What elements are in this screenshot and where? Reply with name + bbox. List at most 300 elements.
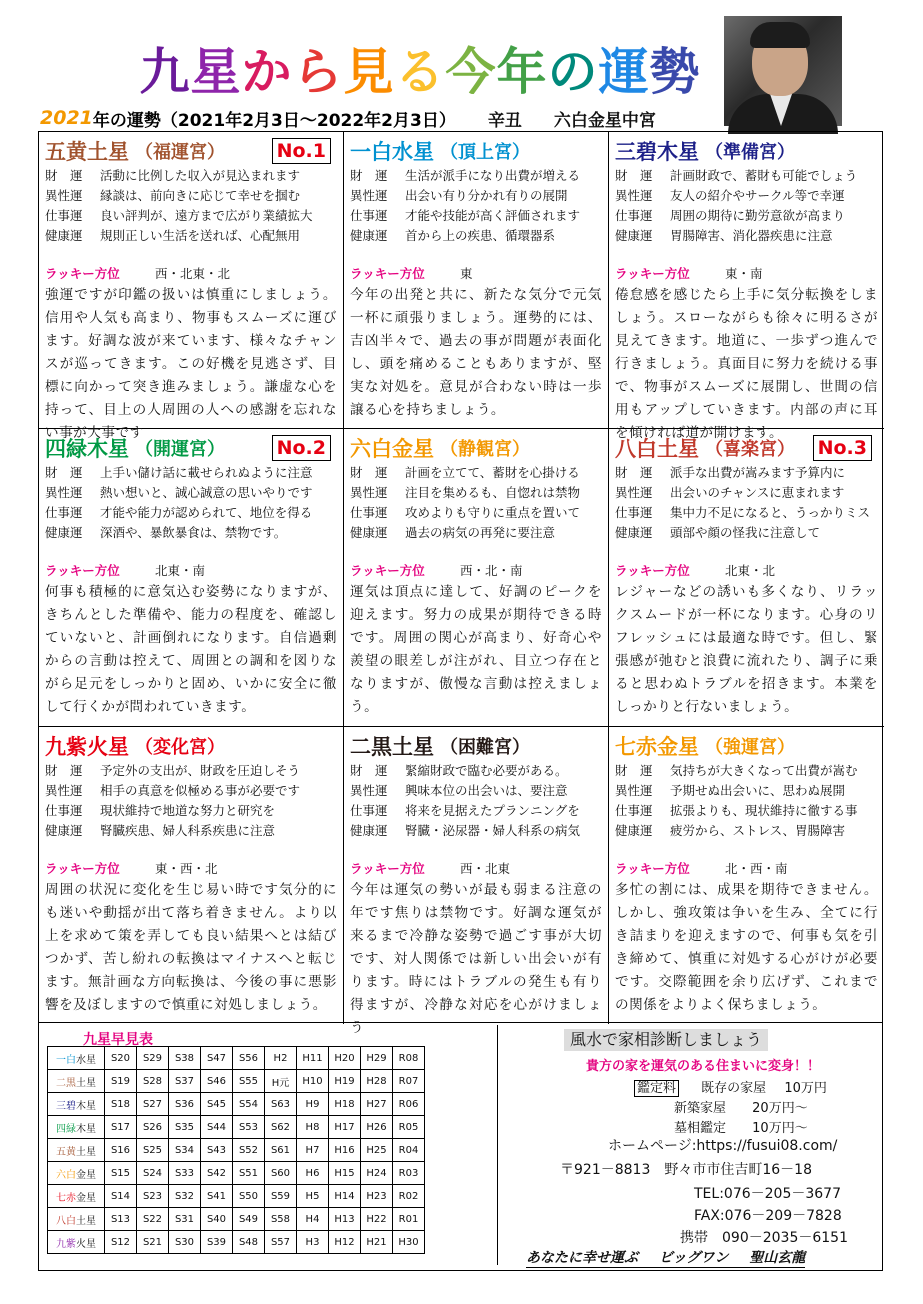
chart-star-suffix: 火星 <box>76 1238 96 1250</box>
chart-cell: S59 <box>265 1185 297 1208</box>
fortune-health <box>615 821 878 841</box>
chart-cell: H26 <box>361 1116 393 1139</box>
chart-cell: H28 <box>361 1070 393 1093</box>
chart-star-name <box>48 1208 105 1231</box>
fortune-text: 予定外の支出が、財政を圧迫しそう <box>100 763 301 778</box>
chart-cell: S31 <box>169 1208 201 1231</box>
fortune-text: 注目を集めるも、自惚れは禁物 <box>405 485 581 500</box>
title-char: か <box>241 42 293 101</box>
chart-cell: S37 <box>169 1070 201 1093</box>
lucky-label: ラッキー方位 <box>45 861 120 876</box>
fortune-label: 仕事運 <box>45 505 83 520</box>
fortune-text: 生活が派手になり出費が増える <box>405 168 581 183</box>
fee3-price: 10万円～ <box>752 1121 808 1136</box>
chart-cell: S57 <box>265 1231 297 1254</box>
chart-cell: S44 <box>201 1116 233 1139</box>
fortune-text: 活動に比例した収入が見込まれます <box>100 168 301 183</box>
subtitle-zodiac: 辛丑 <box>487 110 522 131</box>
star-description: 強運ですが印鑑の扱いは慎重にしましょう。信用や人気も高まり、物事もスムーズに運びます。好調な波が来ています、様々なチャンスが巡ってきます。この好機を見逃さず、目標に向かって突き進みましょう。謙虚な心を持って、目上の人周囲の人への感謝を忘れない事が大事です <box>45 287 337 441</box>
chart-star-name <box>48 1162 105 1185</box>
chart-star-prefix: 一白 <box>56 1054 76 1066</box>
chart-star-suffix: 木星 <box>76 1123 96 1135</box>
chart-cell: S42 <box>201 1162 233 1185</box>
star-header <box>350 136 602 166</box>
star-header <box>615 731 878 761</box>
lucky-label: ラッキー方位 <box>350 563 425 578</box>
fortune-text: 攻めよりも守りに重点を置いて <box>405 505 581 520</box>
fortune-text: 才能や技能が高く評価されます <box>405 208 581 223</box>
star-description: 倦怠感を感じたら上手に気分転換をしましょう。スローながらも徐々に明るさが見えてきます。地道に、一歩ずつ進んで行きましょう。真面目に努力を続ける事で、物事がスムーズに展開し、世間の信用もアップしていきます。内部の声に耳を傾ければ道が開けます。 <box>615 287 878 441</box>
chart-star-prefix: 九紫 <box>56 1238 76 1250</box>
fortune-work <box>615 503 878 523</box>
chart-cell: H29 <box>361 1047 393 1070</box>
fortune-grid <box>38 131 883 1036</box>
lucky-direction <box>350 264 602 284</box>
star-description: レジャーなどの誘いも多くなり、リラックスムードが一杯になります。心身のリフレッシュには最適な時です。但し、緊張感が弛むと浪費に流れたり、調子に乗ると思わぬトラブルを招きます。本業をしっかりと行ないましょう。 <box>615 584 878 715</box>
fengshui-slogan: 貴方の家を運気のある住まいに変身！！ <box>586 1059 821 1074</box>
fee-label: 鑑定料 <box>634 1080 679 1097</box>
subtitle <box>40 106 880 130</box>
bottom-section <box>38 1023 883 1271</box>
fortune-wealth <box>615 463 878 483</box>
rank-badge: No.1 <box>272 138 331 164</box>
chart-star-prefix: 七赤 <box>56 1192 76 1204</box>
fortune-work <box>45 503 337 523</box>
chart-cell: S48 <box>233 1231 265 1254</box>
chart-cell: H7 <box>297 1139 329 1162</box>
chart-star-prefix: 三碧 <box>56 1100 76 1112</box>
fee-row-grave <box>674 1117 808 1136</box>
fortune-label: 異性運 <box>350 783 388 798</box>
star-header <box>45 433 337 463</box>
fortune-wealth <box>45 761 337 781</box>
chart-cell: S25 <box>137 1139 169 1162</box>
chart-cell: S21 <box>137 1231 169 1254</box>
chart-cell: R04 <box>393 1139 425 1162</box>
chart-cell: S58 <box>265 1208 297 1231</box>
fortune-label: 健康運 <box>350 228 388 243</box>
fortune-love <box>45 781 337 801</box>
fortune-label: 仕事運 <box>350 208 388 223</box>
chart-cell: S62 <box>265 1116 297 1139</box>
fortune-work <box>45 801 337 821</box>
star-palace: （頂上宮） <box>440 142 530 163</box>
fortune-label: 財 運 <box>45 465 83 480</box>
fortune-health <box>350 821 602 841</box>
chart-cell: R05 <box>393 1116 425 1139</box>
chart-cell: S47 <box>201 1047 233 1070</box>
star-header <box>350 731 602 761</box>
phone: TEL:076－205－3677 <box>694 1186 841 1202</box>
chart-cell: H19 <box>329 1070 361 1093</box>
chart-row <box>48 1231 425 1254</box>
chart-title: 九星早見表 <box>83 1032 153 1048</box>
title-char: ら <box>292 42 344 101</box>
fortune-text: 周囲の期待に勤労意欲が高まり <box>670 208 846 223</box>
fortune-label: 仕事運 <box>350 803 388 818</box>
fortune-label: 財 運 <box>45 763 83 778</box>
lucky-label: ラッキー方位 <box>45 266 120 281</box>
star-name: 四緑木星 <box>45 437 129 461</box>
star-header <box>45 731 337 761</box>
chart-row <box>48 1139 425 1162</box>
chart-cell: S46 <box>201 1070 233 1093</box>
fortune-health <box>45 821 337 841</box>
chart-cell: S33 <box>169 1162 201 1185</box>
fortune-health <box>350 226 602 246</box>
fortune-label: 健康運 <box>45 823 83 838</box>
fortune-health <box>45 226 337 246</box>
fortune-love <box>615 781 878 801</box>
rank-badge: No.2 <box>272 435 331 461</box>
chart-cell: S36 <box>169 1093 201 1116</box>
star-cell <box>39 727 344 1024</box>
fortune-label: 異性運 <box>615 783 653 798</box>
fortune-label: 財 運 <box>615 763 653 778</box>
chart-cell: H23 <box>361 1185 393 1208</box>
chart-cell: S49 <box>233 1208 265 1231</box>
lucky-value: 西・北・南 <box>460 563 523 578</box>
star-name: 二黒土星 <box>350 735 434 759</box>
fortune-text: 友人の紹介やサークル等で幸運 <box>670 188 845 203</box>
chart-cell: S12 <box>105 1231 137 1254</box>
chart-star-suffix: 水星 <box>76 1054 96 1066</box>
fortune-text: 緊縮財政で臨む必要がある。 <box>405 763 568 778</box>
fortune-text: 計画を立てて、蓄財を心掛ける <box>405 465 580 480</box>
fortune-label: 健康運 <box>615 228 653 243</box>
chart-star-prefix: 六白 <box>56 1169 76 1181</box>
star-description: 多忙の割には、成果を期待できません。しかし、強攻策は争いを生み、全てに行き詰まりを迎えますので、何事も気を引き締めて、慎重に対処する心がけが必要です。交際範囲を余り広げず、これまでの関係をよりよく保ちましょう。 <box>615 882 878 1013</box>
fortune-label: 異性運 <box>45 485 83 500</box>
fortune-text: 出会いのチャンスに恵まれます <box>670 485 845 500</box>
chart-cell: H15 <box>329 1162 361 1185</box>
rank-badge: No.3 <box>813 435 872 461</box>
fortune-love <box>615 186 878 206</box>
chart-cell: S50 <box>233 1185 265 1208</box>
chart-cell: H22 <box>361 1208 393 1231</box>
chart-star-name <box>48 1070 105 1093</box>
chart-cell: S18 <box>105 1093 137 1116</box>
lucky-value: 東 <box>460 266 473 281</box>
chart-cell: H4 <box>297 1208 329 1231</box>
lucky-value: 北東・南 <box>155 563 206 578</box>
address: 〒921－8813 野々市市住吉町16－18 <box>560 1162 812 1178</box>
title-char: 九 <box>139 42 191 101</box>
chart-cell: S43 <box>201 1139 233 1162</box>
chart-cell: H16 <box>329 1139 361 1162</box>
lucky-value: 東・南 <box>725 266 763 281</box>
fortune-label: 異性運 <box>45 188 83 203</box>
lucky-value: 西・北東 <box>460 861 511 876</box>
star-cell <box>609 132 884 441</box>
chart-cell: S17 <box>105 1116 137 1139</box>
lucky-label: ラッキー方位 <box>350 861 425 876</box>
chart-cell: S34 <box>169 1139 201 1162</box>
chart-cell: H2 <box>265 1047 297 1070</box>
chart-star-suffix: 土星 <box>76 1077 96 1089</box>
chart-cell: H24 <box>361 1162 393 1185</box>
lucky-direction <box>350 561 602 581</box>
chart-cell: S27 <box>137 1093 169 1116</box>
title-char: 今 <box>445 42 497 101</box>
chart-cell: H12 <box>329 1231 361 1254</box>
chart-cell: S53 <box>233 1116 265 1139</box>
fortune-text: 現状維持で地道な努力と研究を <box>100 803 276 818</box>
lucky-label: ラッキー方位 <box>615 563 690 578</box>
star-name: 六白金星 <box>350 437 434 461</box>
lucky-direction <box>615 561 878 581</box>
fortune-work <box>350 503 602 523</box>
fortune-love <box>45 483 337 503</box>
fortune-wealth <box>45 166 337 186</box>
star-palace: （強運宮） <box>705 737 795 758</box>
chart-cell: S61 <box>265 1139 297 1162</box>
fortune-wealth <box>615 166 878 186</box>
mobile-phone: 携帯 090－2035－6151 <box>680 1230 848 1246</box>
chart-cell: R02 <box>393 1185 425 1208</box>
fortune-label: 仕事運 <box>45 208 83 223</box>
chart-cell: H27 <box>361 1093 393 1116</box>
chart-cell: S23 <box>137 1185 169 1208</box>
fortune-love <box>45 186 337 206</box>
chart-cell: S51 <box>233 1162 265 1185</box>
star-palace: （困難宮） <box>440 737 530 758</box>
chart-cell: H13 <box>329 1208 361 1231</box>
star-description: 周囲の状況に変化を生じ易い時です気分的にも迷いや動揺が出て落ち着きません。より以上を求めて策を弄しても良い結果へとは結びつかず、苦し紛れの転換はマイナスへと転じます。無計画な方向転換は、今後の事に悪影響を及ぼしますので慎重に対処しましょう。 <box>45 882 337 1013</box>
star-palace: （静観宮） <box>440 439 530 460</box>
chart-cell: S30 <box>169 1231 201 1254</box>
fax: FAX:076－209－7828 <box>694 1208 842 1224</box>
fortune-label: 財 運 <box>615 465 653 480</box>
chart-star-name <box>48 1185 105 1208</box>
fortune-label: 異性運 <box>615 485 653 500</box>
chart-star-name <box>48 1231 105 1254</box>
chart-cell: S28 <box>137 1070 169 1093</box>
company-name: ビッグワン <box>658 1250 729 1266</box>
fortune-label: 仕事運 <box>615 208 653 223</box>
fortune-text: 出会い有り分かれ有りの展開 <box>405 188 568 203</box>
chart-star-name <box>48 1047 105 1070</box>
chart-cell: S38 <box>169 1047 201 1070</box>
chart-star-name <box>48 1116 105 1139</box>
fortune-label: 健康運 <box>45 228 83 243</box>
fortune-text: 予期せぬ出会いに、思わぬ展開 <box>670 783 846 798</box>
chart-cell: S16 <box>105 1139 137 1162</box>
chart-cell: H14 <box>329 1185 361 1208</box>
star-cell <box>344 429 609 727</box>
chart-cell: R01 <box>393 1208 425 1231</box>
fortune-label: 健康運 <box>350 823 388 838</box>
title-char: 勢 <box>649 42 701 101</box>
fortune-label: 仕事運 <box>45 803 83 818</box>
chart-cell: S29 <box>137 1047 169 1070</box>
chart-star-suffix: 木星 <box>76 1100 96 1112</box>
star-palace: （福運宮） <box>135 142 225 163</box>
star-palace: （開運宮） <box>135 439 225 460</box>
chart-star-suffix: 土星 <box>76 1215 96 1227</box>
fortune-wealth <box>350 166 602 186</box>
fortune-text: 派手な出費が嵩みます予算内に <box>670 465 846 480</box>
star-name: 九紫火星 <box>45 735 129 759</box>
chart-star-suffix: 金星 <box>76 1169 96 1181</box>
fortune-label: 仕事運 <box>615 505 653 520</box>
chart-cell: S54 <box>233 1093 265 1116</box>
star-description: 何事も積極的に意気込む姿勢になりますが、きちんとした準備や、能力の程度を、確認していないと、計画倒れになります。自信過剰からの言動は控えて、周囲との調和を図りながら足元をしっかりと固め、いかに安全に徹して行くかが問われていきます。 <box>45 584 337 715</box>
fortune-text: 縁談は、前向きに応じて幸せを掴む <box>100 188 301 203</box>
chart-cell: S60 <box>265 1162 297 1185</box>
fortune-label: 異性運 <box>350 188 388 203</box>
star-name: 一白水星 <box>350 140 434 164</box>
title-char: 見 <box>343 42 395 101</box>
lucky-label: ラッキー方位 <box>615 861 690 876</box>
chart-cell: S39 <box>201 1231 233 1254</box>
star-name: 五黄土星 <box>45 140 129 164</box>
chart-cell: H8 <box>297 1116 329 1139</box>
title-char: る <box>394 42 446 101</box>
fengshui-title: 風水で家相診断しましょう <box>564 1029 768 1051</box>
lucky-label: ラッキー方位 <box>350 266 425 281</box>
fortune-text: 胃腸障害、消化器疾患に注意 <box>670 228 833 243</box>
fortune-label: 財 運 <box>350 168 388 183</box>
fortune-text: 集中力不足になると、うっかりミス <box>670 505 871 520</box>
lucky-direction <box>350 859 602 879</box>
chart-cell: H3 <box>297 1231 329 1254</box>
fortune-work <box>45 206 337 226</box>
chart-cell: S15 <box>105 1162 137 1185</box>
lucky-label: ラッキー方位 <box>45 563 120 578</box>
fortune-health <box>350 523 602 543</box>
star-description: 今年の出発と共に、新たな気分で元気一杯に頑張りましょう。運勢的には、吉凶半々で、過去の事が問題が表面化し、頭を痛めることもありますが、堅実な対処を。意見が合わない時は一歩譲る心を持ちましょう。 <box>350 287 602 418</box>
lucky-direction <box>615 859 878 879</box>
star-cell <box>344 727 609 1036</box>
subtitle-period: 年の運勢（2021年2月3日～2022年2月3日） <box>92 110 456 131</box>
star-palace: （準備宮） <box>705 142 795 163</box>
chart-cell: R08 <box>393 1047 425 1070</box>
chart-cell: R07 <box>393 1070 425 1093</box>
chart-cell: S24 <box>137 1162 169 1185</box>
chart-cell: S19 <box>105 1070 137 1093</box>
chart-cell: S26 <box>137 1116 169 1139</box>
signature <box>526 1247 805 1268</box>
fortune-text: 規則正しい生活を送れば、心配無用 <box>100 228 301 243</box>
fortune-text: 頭部や顔の怪我に注意して <box>670 525 821 540</box>
lucky-direction <box>45 859 337 879</box>
fortune-label: 健康運 <box>615 525 653 540</box>
chart-star-prefix: 五黄 <box>56 1146 76 1158</box>
title-char: 星 <box>190 42 242 101</box>
fortune-love <box>350 186 602 206</box>
page-title <box>139 30 701 105</box>
chart-cell: H20 <box>329 1047 361 1070</box>
subtitle-year: 2021 <box>40 107 93 129</box>
fortune-label: 仕事運 <box>350 505 388 520</box>
chart-cell: S14 <box>105 1185 137 1208</box>
fortune-text: 腎臓・泌尿器・婦人科系の病気 <box>405 823 581 838</box>
lucky-value: 西・北東・北 <box>155 266 231 281</box>
fortune-label: 財 運 <box>615 168 653 183</box>
chart-cell: S55 <box>233 1070 265 1093</box>
lucky-label: ラッキー方位 <box>615 266 690 281</box>
fortune-text: 上手い儲け話に載せられぬように注意 <box>100 465 313 480</box>
lucky-direction <box>45 264 337 284</box>
fortune-label: 仕事運 <box>615 803 653 818</box>
fee1-price: 10万円 <box>784 1081 827 1096</box>
fortune-love <box>350 483 602 503</box>
chart-star-suffix: 土星 <box>76 1146 96 1158</box>
subtitle-center-star: 六白金星中宮 <box>553 110 656 131</box>
fee-row-existing <box>634 1077 827 1096</box>
chart-cell: S63 <box>265 1093 297 1116</box>
chart-cell: H元 <box>265 1070 297 1093</box>
chart-cell: S13 <box>105 1208 137 1231</box>
star-description: 今年は運気の勢いが最も弱まる注意の年です焦りは禁物です。好調な運気が来るまで冷静な姿勢で過ごす事が大切です、対人関係では新しい出会いが有ります。時にはトラブルの発生も有り得ますが、冷静な対応を心がけましょう <box>350 882 602 1036</box>
chart-star-suffix: 金星 <box>76 1192 96 1204</box>
star-name: 八白土星 <box>615 437 699 461</box>
star-header <box>45 136 337 166</box>
fortune-label: 健康運 <box>350 525 388 540</box>
star-cell <box>609 727 884 1024</box>
person-name: 聖山玄龍 <box>749 1250 806 1266</box>
chart-row <box>48 1047 425 1070</box>
fortune-wealth <box>350 761 602 781</box>
title-char: 年 <box>496 42 548 101</box>
chart-cell: H21 <box>361 1231 393 1254</box>
fortune-text: 疲労から、ストレス、胃腸障害 <box>670 823 846 838</box>
chart-cell: H11 <box>297 1047 329 1070</box>
lucky-direction <box>615 264 878 284</box>
fortune-text: 相手の真意を似極める事が必要です <box>100 783 301 798</box>
star-description: 運気は頂点に達して、好調のピークを迎えます。努力の成果が期待できる時です。周囲の関心が高まり、好奇心や羨望の眼差しが注がれ、目立つ存在となりますが、傲慢な言動は控えましょう。 <box>350 584 602 715</box>
fortune-text: 深酒や、暴飲暴食は、禁物です。 <box>100 525 287 540</box>
fortune-wealth <box>615 761 878 781</box>
fortune-text: 気持ちが大きくなって出費が嵩む <box>670 763 858 778</box>
chart-cell: S41 <box>201 1185 233 1208</box>
fortune-text: 良い評判が、遠方まで広がり業績拡大 <box>100 208 313 223</box>
fortune-text: 計画財政で、蓄財も可能でしょう <box>670 168 858 183</box>
fortune-text: 首から上の疾患、循環器系 <box>405 228 556 243</box>
lucky-direction <box>45 561 337 581</box>
homepage-link[interactable]: ホームページ:https://fusui08.com/ <box>608 1138 838 1154</box>
signature-slogan: あなたに幸せ運ぶ <box>526 1250 638 1266</box>
chart-cell: H9 <box>297 1093 329 1116</box>
chart-cell: H30 <box>393 1231 425 1254</box>
chart-cell: R06 <box>393 1093 425 1116</box>
fortune-label: 異性運 <box>615 188 653 203</box>
fortune-work <box>350 206 602 226</box>
kyusei-chart <box>47 1046 425 1254</box>
chart-cell: H6 <box>297 1162 329 1185</box>
chart-cell: R03 <box>393 1162 425 1185</box>
title-char: 運 <box>598 42 650 101</box>
star-cell <box>39 429 344 727</box>
fortune-text: 過去の病気の再発に要注意 <box>405 525 556 540</box>
star-header <box>615 136 878 166</box>
chart-star-prefix: 八白 <box>56 1215 76 1227</box>
chart-cell: S40 <box>201 1208 233 1231</box>
chart-cell: S22 <box>137 1208 169 1231</box>
star-header <box>350 433 602 463</box>
fortune-text: 腎臓疾患、婦人科系疾患に注意 <box>100 823 276 838</box>
fortune-health <box>615 226 878 246</box>
chart-row <box>48 1208 425 1231</box>
chart-cell: H25 <box>361 1139 393 1162</box>
fortune-health <box>45 523 337 543</box>
fortune-label: 財 運 <box>350 465 388 480</box>
star-palace: （喜楽宮） <box>705 439 795 460</box>
chart-row <box>48 1116 425 1139</box>
chart-cell: H17 <box>329 1116 361 1139</box>
fortune-label: 財 運 <box>45 168 83 183</box>
